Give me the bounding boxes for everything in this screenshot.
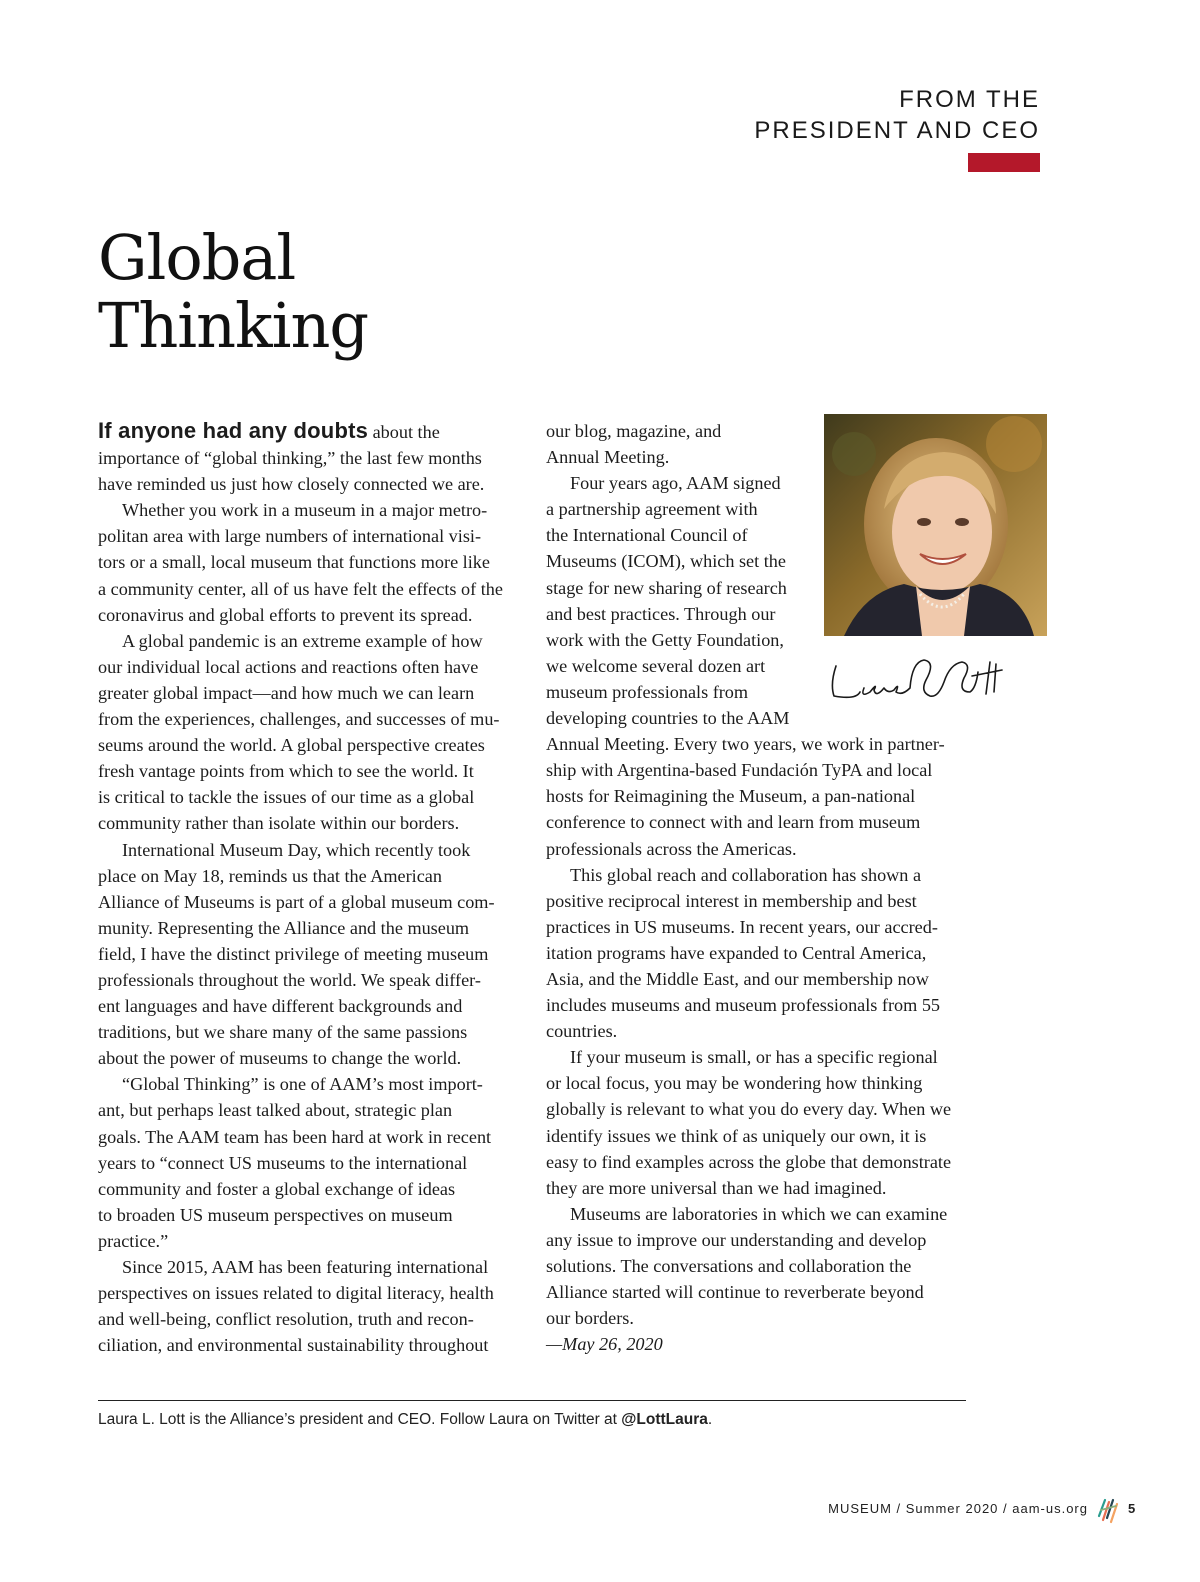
body-line: to broaden US museum perspectives on museum [98, 1204, 453, 1225]
body-line: This global reach and collaboration has shown a [570, 864, 922, 885]
body-line: positive reciprocal interest in membership and best [546, 890, 917, 911]
body-line: field, I have the distinct privilege of meeting museum [98, 943, 489, 964]
title-line-1: Global [98, 221, 296, 294]
bio-end: . [707, 1411, 713, 1428]
first-line [98, 418, 523, 445]
body-line: identify issues we think of as uniquely our own, it is [546, 1125, 927, 1146]
body-line: the International Council of [546, 525, 748, 546]
accent-bar [968, 153, 1040, 172]
body-line: our individual local actions and reactions often have [98, 656, 479, 677]
body-line: about the power of museums to change the world. [98, 1048, 462, 1069]
author-bio [98, 1411, 712, 1429]
body-line: includes museums and museum professionals from 55 [546, 995, 941, 1016]
body-line: easy to find examples across the globe that demonstrate [546, 1151, 952, 1172]
body-line: hosts for Reimagining the Museum, a pan-national [546, 786, 916, 807]
section-label-line-1: FROM THE [899, 86, 1040, 113]
twitter-handle[interactable]: @LottLaura [621, 1411, 708, 1428]
body-line: A global pandemic is an extreme example of how [122, 630, 483, 651]
footnote-divider [98, 1400, 966, 1401]
body-line: itation programs have expanded to Central America, [546, 942, 927, 963]
body-line: Alliance started will continue to reverberate beyond [546, 1282, 924, 1303]
body-line: about the [372, 422, 440, 442]
signature [826, 652, 1012, 706]
body-line: stage for new sharing of research [546, 577, 787, 598]
body-line: ent languages and have different backgrounds and [98, 996, 463, 1017]
body-line: our borders. [546, 1308, 634, 1329]
body-line: Museums (ICOM), which set the [546, 551, 786, 572]
title-line-2: Thinking [98, 289, 369, 362]
body-line: is critical to tackle the issues of our time as a global [98, 787, 475, 808]
body-line: globally is relevant to what you do every day. When we [546, 1099, 952, 1120]
body-line: have reminded us just how closely connected we are. [98, 474, 485, 495]
body-line: seums around the world. A global perspective creates [98, 735, 485, 756]
body-line: If your museum is small, or has a specific regional [570, 1047, 938, 1068]
body-line: community and foster a global exchange of ideas [98, 1178, 456, 1199]
body-line: traditions, but we share many of the same passions [98, 1022, 468, 1043]
body-line: solutions. The conversations and collaboration the [546, 1256, 912, 1276]
body-line: fresh vantage points from which to see the world. It [98, 761, 474, 782]
body-line: Alliance of Museums is part of a global museum com- [98, 891, 495, 912]
body-line: countries. [546, 1021, 618, 1042]
body-line: work with the Getty Foundation, [546, 629, 784, 650]
body-line: ciliation, and environmental sustainability throughout [98, 1335, 489, 1356]
body-line: politan area with large numbers of international visi- [98, 526, 482, 547]
body-line: conference to connect with and learn from museum [546, 812, 921, 833]
body-line: professionals across the Americas. [546, 838, 797, 859]
body-line: practices in US museums. In recent years, our accred- [546, 916, 938, 937]
body-line: community rather than isolate within our borders. [98, 813, 460, 834]
body-line: Annual Meeting. Every two years, we work in partner- [546, 734, 945, 755]
section-label-line-2: PRESIDENT AND CEO [754, 117, 1040, 144]
lead-in: If anyone had any doubts [98, 418, 369, 443]
article-title [98, 221, 369, 362]
body-line: Whether you work in a museum in a major metro- [122, 500, 488, 521]
body-line: our blog, magazine, and [546, 421, 722, 441]
body-line: Four years ago, AAM signed [570, 473, 781, 494]
body-line: a partnership agreement with [546, 499, 758, 520]
body-line: perspectives on issues related to digital literacy, health [98, 1283, 494, 1304]
dateline: —May 26, 2020 [546, 1334, 663, 1355]
body-line: Asia, and the Middle East, and our membership now [546, 968, 929, 989]
body-line: Since 2015, AAM has been featuring international [122, 1257, 489, 1277]
author-portrait [824, 414, 1047, 636]
body-line: International Museum Day, which recently took [122, 839, 471, 860]
body-line: place on May 18, reminds us that the American [98, 865, 442, 886]
body-line: coronavirus and global efforts to prevent its spread. [98, 604, 473, 625]
body-line: and well-being, conflict resolution, truth and recon- [98, 1309, 474, 1330]
body-line: museum professionals from [546, 681, 749, 702]
body-line: or local focus, you may be wondering how thinking [546, 1073, 923, 1094]
body-line: they are more universal than we had imagined. [546, 1177, 887, 1198]
body-line: practice.” [98, 1230, 169, 1251]
body-line: importance of “global thinking,” the last few months [98, 448, 482, 469]
body-line: “Global Thinking” is one of AAM’s most import- [122, 1074, 483, 1095]
body-line: Museums are laboratories in which we can examine [570, 1203, 948, 1224]
body-line: munity. Representing the Alliance and the museum [98, 917, 470, 938]
body-line: greater global impact—and how much we can learn [98, 682, 475, 703]
aam-logo-icon [1096, 1494, 1120, 1524]
body-line: ship with Argentina-based Fundación TyPA and local [546, 760, 933, 781]
body-line: we welcome several dozen art [546, 655, 766, 676]
body-line: any issue to improve our understanding and develop [546, 1229, 927, 1250]
body-line: years to “connect US museums to the international [98, 1152, 468, 1173]
body-line: goals. The AAM team has been hard at work in recent [98, 1126, 492, 1147]
body-line: developing countries to the AAM [546, 708, 790, 729]
body-line: professionals throughout the world. We speak differ- [98, 969, 481, 990]
body-line: ant, but perhaps least talked about, strategic plan [98, 1100, 453, 1121]
body-line: Annual Meeting. [546, 447, 670, 468]
page-footer: MUSEUM / Summer 2020 / aam-us.org [828, 1501, 1088, 1516]
page-number: 5 [1128, 1501, 1136, 1516]
body-line: from the experiences, challenges, and successes of mu- [98, 709, 500, 730]
bio-text: Laura L. Lott is the Alliance’s president and CEO. Follow Laura on Twitter at [98, 1411, 622, 1428]
body-line: and best practices. Through our [546, 603, 776, 624]
body-line: tors or a small, local museum that functions more like [98, 552, 490, 573]
body-line: a community center, all of us have felt the effects of the [98, 578, 503, 599]
body-column-left [98, 418, 523, 1358]
section-label [754, 84, 1040, 146]
